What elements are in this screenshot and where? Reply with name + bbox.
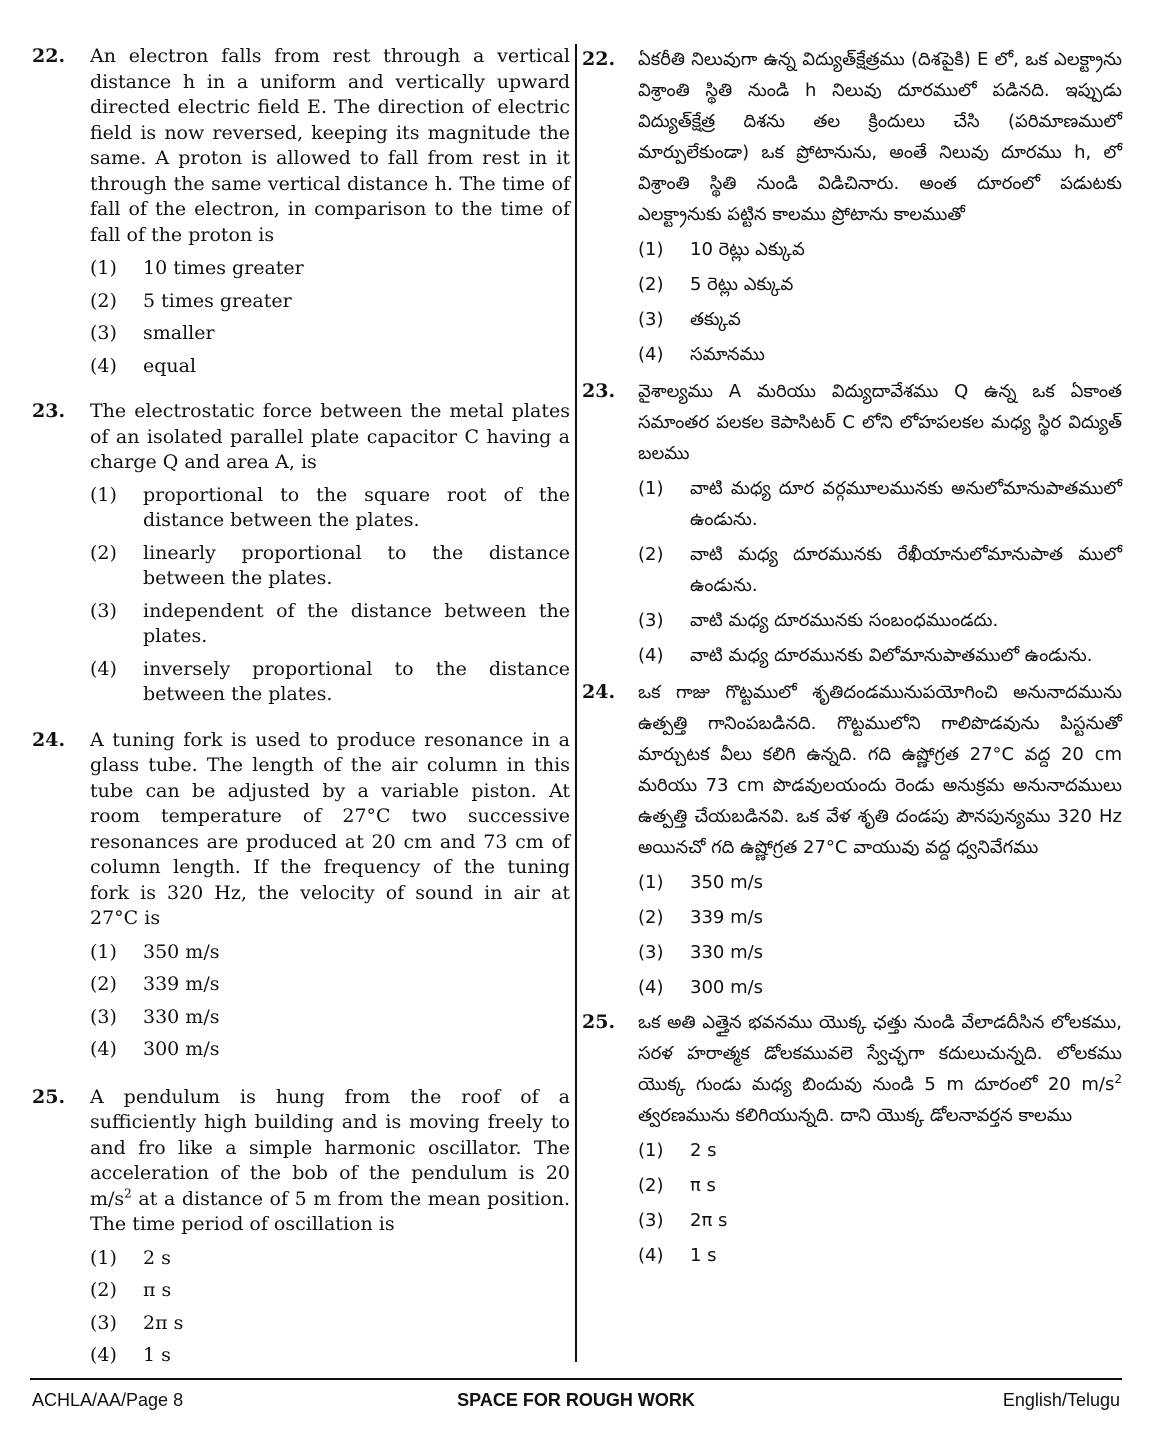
option-text: equal <box>143 354 197 377</box>
option-3 <box>638 605 1122 636</box>
option-number: (4) <box>90 1038 117 1060</box>
question-number: 23. <box>32 400 66 422</box>
option-number: (3) <box>90 599 117 622</box>
option-4 <box>90 1343 570 1369</box>
option-number: (4) <box>90 1344 117 1366</box>
option-text: proportional to the square root of the distance between the plates. <box>143 483 570 531</box>
question-text <box>638 1007 1122 1131</box>
option-number: (4) <box>638 645 664 666</box>
option-1 <box>90 483 570 534</box>
option-number: (4) <box>90 354 117 377</box>
question-text: ఏకరీతి నిలువుగా ఉన్న విద్యుత్‌క్షేత్రము (దిశపైకి) E లో, ఒక ఎలక్ట్రాను విశ్రాంతి స్థితి నుండి h నిలువు దూరములో పడినది. ఇప్పుడు విద్యుత్‌క్షేత్ర దిశను తల క్రిందులు చేసి (పరిమాణములో మార్పులేకుండా) ఒక ప్రోటానును, అంతే నిలువు దూరము h, లో విశ్రాంతి స్థితి నుండి విడిచినారు. అంత దూరంలో పడుటకు ఎలక్ట్రానుకు పట్టిన కాలము ప్రోటాను కాలముతో <box>638 49 1122 225</box>
option-4 <box>638 339 1122 370</box>
question-text: An electron falls from rest through a vertical distance h in a uniform and vertically upward directed electric field E. The direction of electric field is now reversed, keeping its magnitude the same. A proton is allowed to fall from rest in it through the same vertical distance h. The time of fall of the electron, in comparison to the time of fall of the proton is <box>90 45 570 246</box>
question-text-part: త్వరణమును కలిగియున్నది. దాని యొక్క డోలనావర్తన కాలము <box>638 1105 1073 1126</box>
option-text: 2π s <box>690 1210 728 1231</box>
option-text: 2π s <box>143 1311 184 1334</box>
option-number: (1) <box>638 478 664 499</box>
option-4 <box>638 640 1122 671</box>
option-text: 339 m/s <box>690 907 764 928</box>
option-number: (3) <box>638 1210 664 1231</box>
option-text: సమానము <box>690 344 765 365</box>
question-24-en <box>32 728 570 1063</box>
option-text: 1 s <box>690 1245 717 1266</box>
option-3 <box>90 321 570 347</box>
question-number: 25. <box>32 1085 66 1108</box>
option-number: (3) <box>90 1311 117 1334</box>
option-text: వాటి మధ్య దూరమునకు విలోమానుపాతములో ఉండును. <box>690 645 1093 666</box>
option-text: వాటి మధ్య దూరమునకు సంబంధముండదు. <box>690 610 999 631</box>
question-text: The electrostatic force between the metal plates of an isolated parallel plate capacitor C having a charge Q and area A, is <box>90 400 570 473</box>
option-text: 1 s <box>143 1344 171 1366</box>
question-23-en <box>32 399 570 708</box>
question-text-part: ఒక అతి ఎత్తైన భవనము యొక్క ఛత్తు నుండి వేలాడదీసిన లోలకము, సరళ హరాత్మక డోలకమువలె స్వేచ్ఛగా కదులుచున్నది. లోలకము యొక్క గుండు మధ్య బిందువు నుండి 5 m దూరంలో 20 m/s <box>638 1012 1122 1095</box>
superscript: 2 <box>1114 1072 1122 1086</box>
question-number: 24. <box>582 681 616 703</box>
option-2 <box>638 539 1122 601</box>
option-text: π s <box>143 1279 172 1301</box>
option-4 <box>90 657 570 708</box>
option-3 <box>90 1311 570 1337</box>
english-column <box>32 44 570 1369</box>
option-number: (4) <box>638 344 664 365</box>
option-2 <box>90 1278 570 1304</box>
option-text: 350 m/s <box>690 872 764 893</box>
option-4 <box>638 1240 1122 1271</box>
option-number: (1) <box>638 872 664 893</box>
option-number: (1) <box>638 1140 664 1161</box>
question-text-part: A pendulum is hung from the roof of a sufficiently high building and is moving freely to and fro like a simple harmonic oscillator. The acceleration of the bob of the pendulum is 20 m/s <box>90 1085 570 1210</box>
telugu-column <box>582 44 1122 1271</box>
superscript: 2 <box>124 1186 132 1201</box>
option-text: వాటి మధ్య దూరమునకు రేఖీయానులోమానుపాత ములో ఉండును. <box>690 544 1122 596</box>
option-2 <box>638 269 1122 300</box>
option-text: 300 m/s <box>143 1038 220 1060</box>
option-text: independent of the distance between the plates. <box>143 599 570 647</box>
option-number: (2) <box>90 1279 117 1301</box>
question-24-te <box>582 677 1122 1003</box>
option-number: (3) <box>638 942 664 963</box>
option-number: (2) <box>638 274 664 295</box>
option-1 <box>90 256 570 282</box>
option-number: (3) <box>90 1005 117 1028</box>
option-text: linearly proportional to the distance between the plates. <box>143 541 570 589</box>
option-1 <box>90 940 570 966</box>
option-text: 10 రెట్లు ఎక్కువ <box>690 239 805 260</box>
option-number: (3) <box>90 322 117 344</box>
option-text: 2 s <box>143 1246 171 1269</box>
option-text: 339 m/s <box>143 973 220 995</box>
option-number: (1) <box>90 940 117 963</box>
option-number: (1) <box>638 239 664 260</box>
option-2 <box>638 902 1122 933</box>
option-number: (2) <box>638 544 664 565</box>
option-text: 5 times greater <box>143 289 292 312</box>
option-number: (2) <box>90 973 117 995</box>
option-3 <box>638 304 1122 335</box>
option-2 <box>90 289 570 315</box>
option-number: (4) <box>638 977 664 998</box>
option-4 <box>90 354 570 380</box>
option-number: (2) <box>638 1175 664 1196</box>
option-2 <box>638 1170 1122 1201</box>
question-22-te <box>582 44 1122 370</box>
option-number: (4) <box>90 657 117 680</box>
rough-work-label: SPACE FOR ROUGH WORK <box>457 1390 695 1410</box>
option-1 <box>638 234 1122 265</box>
question-25-en <box>32 1085 570 1369</box>
option-1 <box>90 1246 570 1272</box>
option-number: (3) <box>638 309 664 330</box>
option-text: 330 m/s <box>143 1005 220 1028</box>
language-label: English/Telugu <box>1002 1390 1120 1410</box>
option-text: 10 times greater <box>143 257 304 279</box>
option-number: (4) <box>638 1245 664 1266</box>
question-text <box>90 1085 570 1238</box>
option-text: 2 s <box>690 1140 717 1161</box>
question-number: 23. <box>582 380 616 402</box>
option-number: (1) <box>90 483 117 506</box>
option-2 <box>90 972 570 998</box>
question-22-en <box>32 44 570 379</box>
question-text-part: at a distance of 5 m from the mean position. The time period of oscillation is <box>90 1187 570 1235</box>
question-text: ఒక గాజు గొట్టములో శృతిదండమునుపయోగించి అనునాదమును ఉత్పత్తి గానింపబడినది. గొట్టములోని గాలిపొడవును పిస్టనుతో మార్చుటక వీలు కలిగి ఉన్నది. గది ఉష్ణోగ్రత 27°C వద్ద 20 cm మరియు 73 cm పొడవులయందు రెండు అనుక్రమ అనునాదములు ఉత్పత్తి చేయబడినవి. ఒక వేళ శృతి దండపు పౌనపున్యము 320 Hz అయినచో గది ఉష్ణోగ్రత 27°C వాయువు వద్ద ధ్వనివేగము <box>638 682 1122 858</box>
option-3 <box>638 937 1122 968</box>
option-number: (1) <box>90 257 117 279</box>
option-text: 5 రెట్లు ఎక్కువ <box>690 274 794 295</box>
option-text: smaller <box>143 322 215 344</box>
question-number: 24. <box>32 728 66 751</box>
option-4 <box>638 972 1122 1003</box>
option-3 <box>638 1205 1122 1236</box>
column-divider <box>575 44 577 1362</box>
option-number: (2) <box>90 541 117 564</box>
page-identifier: ACHLA/AA/Page 8 <box>32 1390 184 1410</box>
question-number: 25. <box>582 1011 616 1033</box>
question-text: A tuning fork is used to produce resonance in a glass tube. The length of the air column in this tube can be adjusted by a variable piston. At room temperature of 27°C two successive resonances are produced at 20 cm and 73 cm of column length. If the frequency of the tuning fork is 320 Hz, the velocity of sound in air at 27°C is <box>90 728 570 929</box>
question-number: 22. <box>582 48 616 70</box>
option-text: 350 m/s <box>143 940 220 963</box>
option-number: (2) <box>638 907 664 928</box>
question-23-te <box>582 376 1122 671</box>
option-text: 300 m/s <box>690 977 764 998</box>
question-25-te <box>582 1007 1122 1271</box>
option-text: 330 m/s <box>690 942 764 963</box>
option-text: తక్కువ <box>690 309 741 330</box>
option-text: వాటి మధ్య దూర వర్గమూలమునకు అనులోమానుపాతములో ఉండును. <box>690 478 1122 530</box>
option-1 <box>638 473 1122 535</box>
option-3 <box>90 1005 570 1031</box>
option-number: (3) <box>638 610 664 631</box>
option-1 <box>638 867 1122 898</box>
option-4 <box>90 1037 570 1063</box>
question-number: 22. <box>32 45 66 67</box>
option-number: (1) <box>90 1246 117 1269</box>
option-2 <box>90 541 570 592</box>
option-3 <box>90 599 570 650</box>
question-text: వైశాల్యము A మరియు విద్యుదావేశము Q ఉన్న ఒక ఏకాంత సమాంతర పలకల కెపాసిటర్ C లోని లోహపలకల మధ్య స్థిర విద్యుత్ బలము <box>638 381 1122 464</box>
option-number: (2) <box>90 289 117 312</box>
option-text: inversely proportional to the distance between the plates. <box>143 657 570 705</box>
footer-divider <box>30 1378 1122 1380</box>
option-text: π s <box>690 1175 716 1196</box>
option-1 <box>638 1135 1122 1166</box>
